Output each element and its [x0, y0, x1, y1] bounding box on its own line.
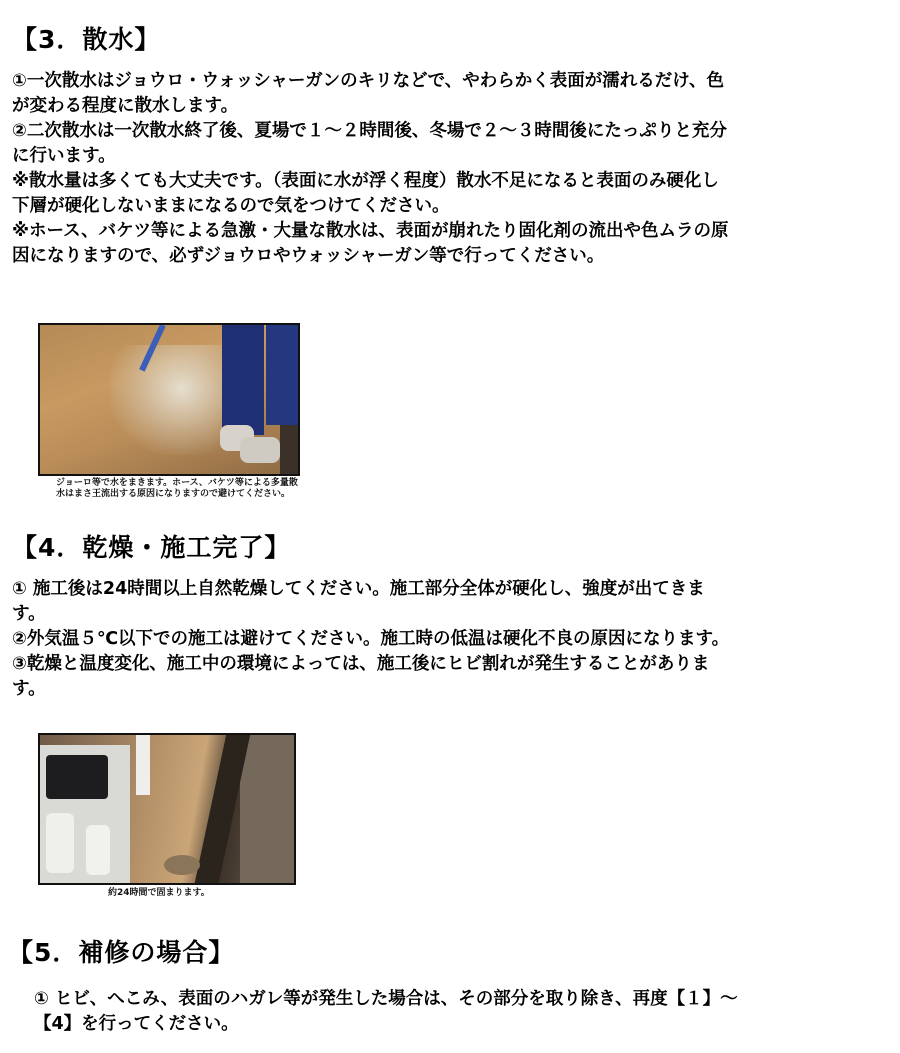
- section-4-heading: 【4．乾燥・施工完了】: [12, 533, 291, 562]
- section-5-heading: 【5．補修の場合】: [8, 938, 235, 967]
- text-line: ②外気温５℃以下での施工は避けてください。施工時の低温は硬化不良の原因になります。: [12, 629, 730, 649]
- text-line: ※ホース、バケツ等による急激・大量な散水は、表面が崩れたり固化剤の流出や色ムラの原: [12, 221, 729, 241]
- text-line: 【4】を行ってください。: [34, 1014, 239, 1034]
- text-line: ① 施工後は24時間以上自然乾燥してください。施工部分全体が硬化し、強度が出てきま: [12, 579, 705, 599]
- text-line: ①一次散水はジョウロ・ウォッシャーガンのキリなどで、やわらかく表面が濡れるだけ、色: [12, 71, 725, 91]
- text-line: す。: [12, 679, 46, 699]
- text-line: ※散水量は多くても大丈夫です。（表面に水が浮く程度）散水不足になると表面のみ硬化し: [12, 171, 719, 191]
- watering-photo: [38, 323, 300, 476]
- text-line: ②二次散水は一次散水終了後、夏場で１～２時間後、冬場で２～３時間後にたっぷりと充分: [12, 121, 727, 141]
- section-3-heading: 【3．散水】: [12, 25, 161, 54]
- caption-line: ジョーロ等で水をまきます。ホース、バケツ等による多量散: [56, 478, 298, 488]
- text-line: に行います。: [12, 146, 116, 166]
- text-line: 下層が硬化しないままになるので気をつけてください。: [12, 196, 450, 216]
- text-line: が変わる程度に散水します。: [12, 96, 239, 116]
- text-line: 因になりますので、必ずジョウロやウォッシャーガン等で行ってください。: [12, 246, 605, 266]
- drying-photo: [38, 733, 296, 885]
- text-line: ① ヒビ、へこみ、表面のハガレ等が発生した場合は、その部分を取り除き、再度【１】～: [34, 989, 738, 1009]
- text-line: す。: [12, 604, 46, 624]
- section-3-text: [12, 69, 892, 269]
- text-line: ③乾燥と温度変化、施工中の環境によっては、施工後にヒビ割れが発生することがありま: [12, 654, 710, 674]
- drying-photo-caption: 約24時間で固まります。: [108, 888, 210, 898]
- section-5-text: [34, 987, 894, 1037]
- caption-line: 水はまさ王流出する原因になりますので避けてください。: [56, 489, 291, 499]
- watering-photo-caption: [56, 478, 298, 500]
- section-4-text: [12, 577, 892, 702]
